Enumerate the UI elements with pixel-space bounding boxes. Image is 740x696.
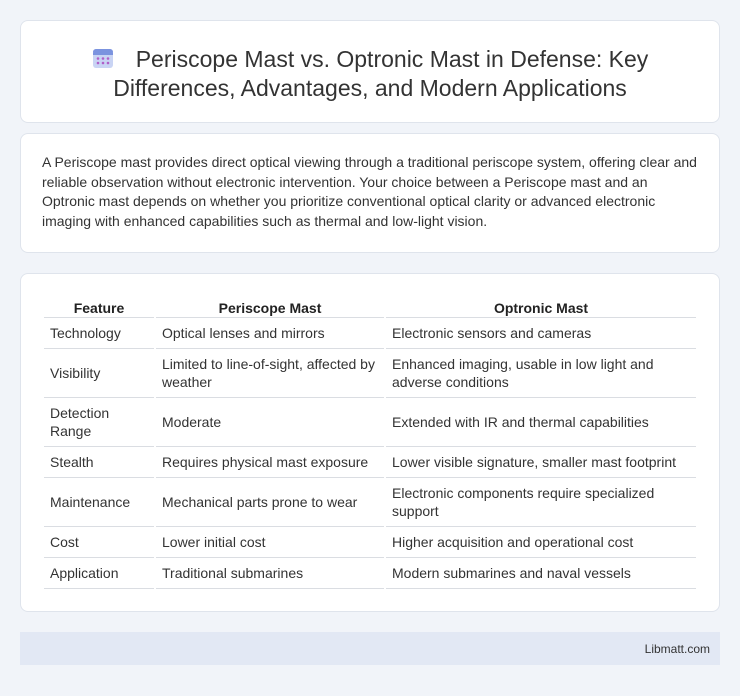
table-row [44, 349, 696, 398]
optronic-cell: Modern submarines and naval vessels [386, 558, 696, 589]
header-optronic-mast: Optronic Mast [386, 295, 696, 318]
table-row [44, 318, 696, 349]
periscope-cell: Optical lenses and mirrors [156, 318, 384, 349]
table-header-row [44, 295, 696, 318]
table-row [44, 478, 696, 527]
page-title-text: Periscope Mast vs. Optronic Mast in Defense: Key Differences, Advantages, and Modern Applications [113, 46, 649, 101]
feature-cell: Cost [44, 527, 154, 558]
intro-paragraph: A Periscope mast provides direct optical viewing through a traditional periscope system, offering clear and reliable observation without electronic intervention. Your choice between a Periscope mast and an Optronic mast depends on whether you prioritize conventional optical clarity or advanced electronic imaging with enhanced capabilities such as thermal and low-light vision. [42, 154, 697, 229]
periscope-cell: Requires physical mast exposure [156, 447, 384, 478]
optronic-cell: Extended with IR and thermal capabilities [386, 398, 696, 447]
title-card [20, 20, 720, 123]
table-row [44, 447, 696, 478]
comparison-table [42, 295, 698, 589]
table-row [44, 558, 696, 589]
periscope-cell: Limited to line-of-sight, affected by weather [156, 349, 384, 398]
optronic-cell: Higher acquisition and operational cost [386, 527, 696, 558]
feature-cell: Visibility [44, 349, 154, 398]
feature-cell: Technology [44, 318, 154, 349]
periscope-cell: Traditional submarines [156, 558, 384, 589]
periscope-cell: Lower initial cost [156, 527, 384, 558]
header-periscope-mast: Periscope Mast [156, 295, 384, 318]
table-row [44, 398, 696, 447]
page-title [51, 45, 689, 103]
feature-cell: Detection Range [44, 398, 154, 447]
optronic-cell: Electronic sensors and cameras [386, 318, 696, 349]
feature-cell: Stealth [44, 447, 154, 478]
optronic-cell: Electronic components require specialized support [386, 478, 696, 527]
periscope-cell: Mechanical parts prone to wear [156, 478, 384, 527]
calendar-icon [92, 47, 114, 69]
feature-cell: Application [44, 558, 154, 589]
optronic-cell: Enhanced imaging, usable in low light and adverse conditions [386, 349, 696, 398]
footer-bar [20, 632, 720, 665]
footer-site-link[interactable]: Libmatt.com [644, 642, 710, 656]
intro-card [20, 133, 720, 253]
feature-cell: Maintenance [44, 478, 154, 527]
table-row [44, 527, 696, 558]
optronic-cell: Lower visible signature, smaller mast footprint [386, 447, 696, 478]
comparison-card [20, 273, 720, 612]
periscope-cell: Moderate [156, 398, 384, 447]
header-feature: Feature [44, 295, 154, 318]
